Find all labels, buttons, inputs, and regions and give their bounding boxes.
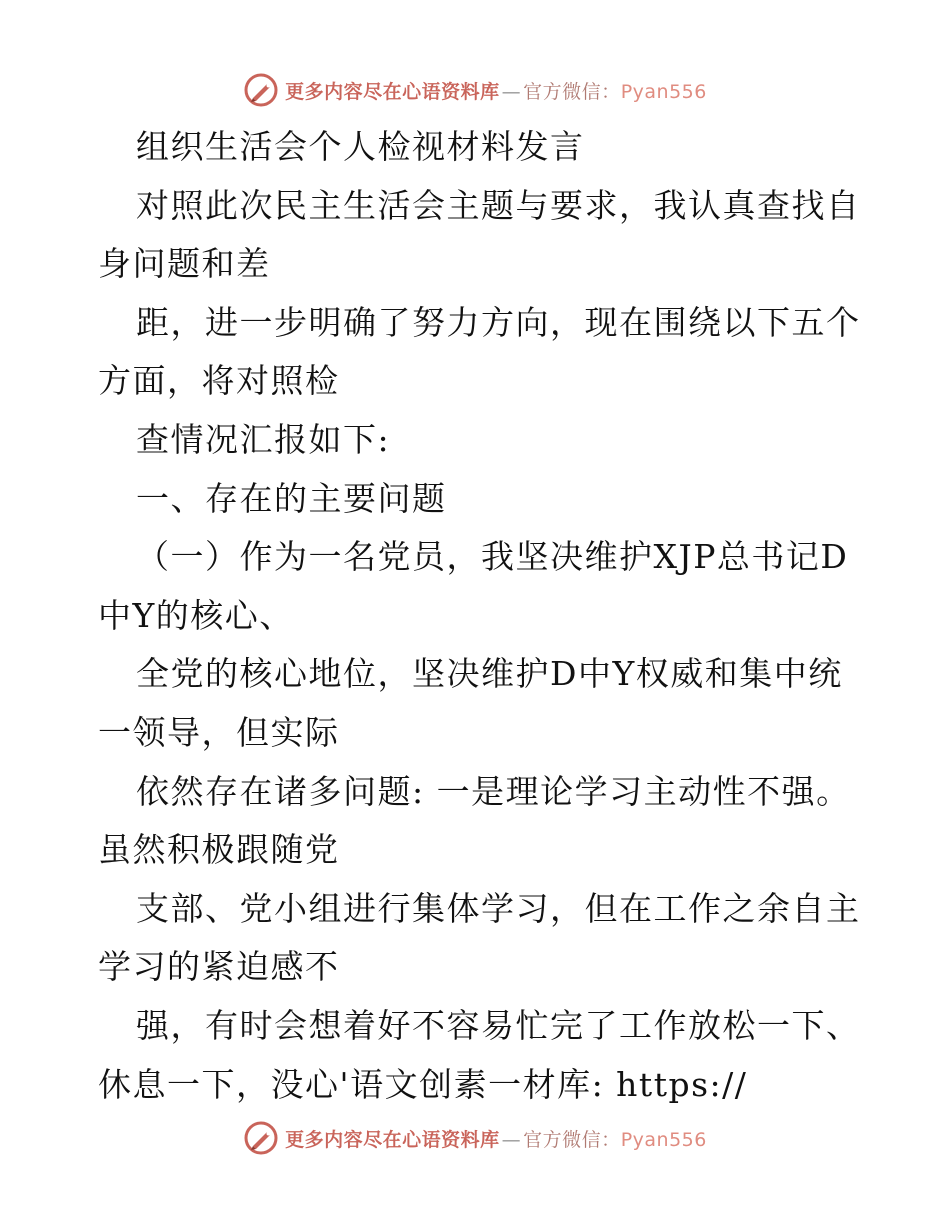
watermark-wechat-label: 官方微信： — [523, 80, 621, 103]
text-line: 查情况汇报如下: — [136, 419, 391, 459]
text-line: 身问题和差 — [98, 244, 271, 284]
watermark-dash: — — [501, 80, 522, 103]
text-line: 对照此次民主生活会主题与要求，我认真查找自 — [136, 185, 861, 225]
text-line: 一领导，但实际 — [98, 712, 340, 752]
text-line: 虽然积极跟随党 — [98, 830, 340, 870]
watermark-dash: — — [501, 1128, 522, 1151]
watermark-wechat-label: 官方微信： — [523, 1128, 621, 1151]
text-line: 学习的紧迫感不 — [98, 947, 340, 987]
text-line: （一）作为一名党员，我坚决维护XJP总书记D — [136, 537, 849, 577]
pen-logo-icon — [243, 72, 279, 108]
text-line: 方面，将对照检 — [98, 361, 340, 401]
watermark-banner-bottom — [0, 1118, 950, 1158]
document-body — [98, 118, 861, 1114]
text-line: 休息一下，没心'语文创素一材库: https:// — [98, 1064, 748, 1104]
watermark-account: Pyan556 — [620, 1128, 707, 1151]
watermark-lead: 更多内容尽在心语资料库 — [285, 1128, 500, 1151]
text-line: 全党的核心地位，坚决维护D中Y权威和集中统 — [136, 654, 843, 694]
text-line: 强，有时会想着好不容易忙完了工作放松一下、 — [136, 1005, 861, 1045]
watermark-banner-top — [0, 70, 950, 110]
watermark-account: Pyan556 — [620, 80, 707, 103]
watermark-lead: 更多内容尽在心语资料库 — [285, 80, 500, 103]
pen-logo-icon — [243, 1120, 279, 1156]
text-line: 支部、党小组进行集体学习，但在工作之余自主 — [136, 888, 861, 928]
text-line: 中Y的核心、 — [98, 595, 294, 635]
section-heading: 一、存在的主要问题 — [136, 478, 447, 518]
document-title: 组织生活会个人检视材料发言 — [136, 127, 585, 166]
text-line: 依然存在诸多问题: 一是理论学习主动性不强。 — [136, 771, 851, 811]
text-line: 距，进一步明确了努力方向，现在围绕以下五个 — [136, 302, 861, 342]
